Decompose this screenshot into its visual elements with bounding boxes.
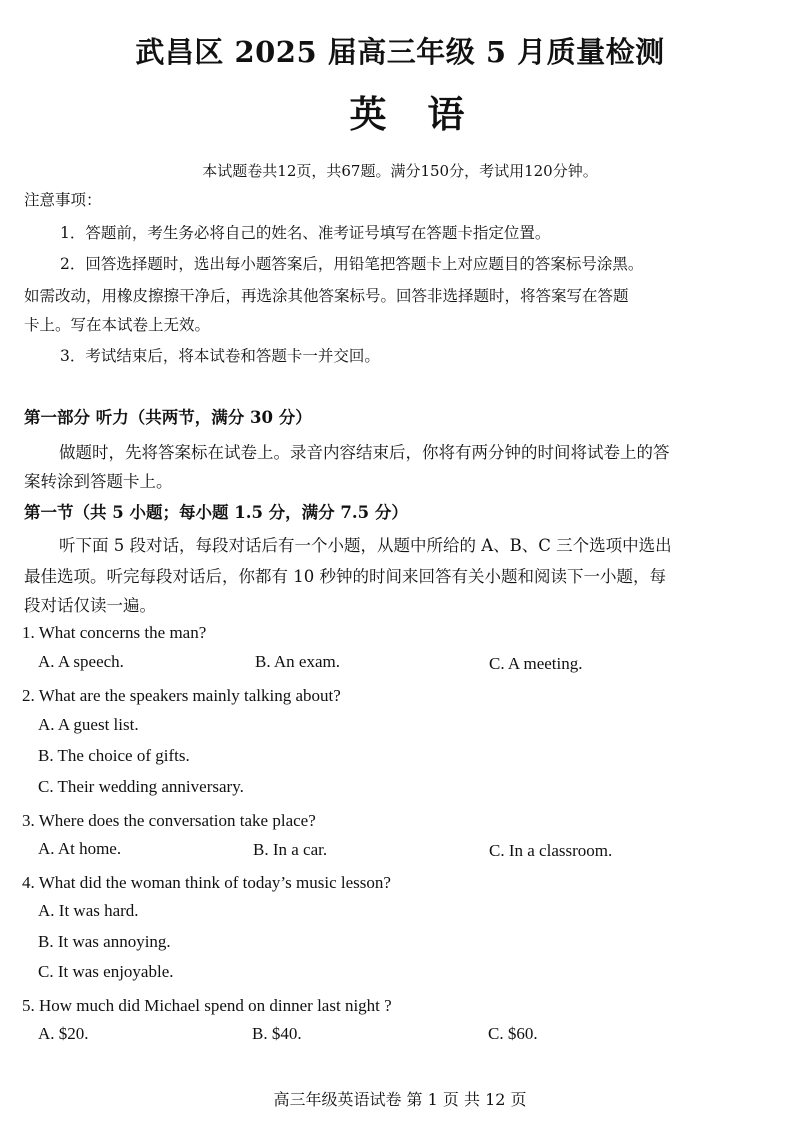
subject-title: 英 语 bbox=[349, 92, 479, 136]
question-4-stem: 4. What did the woman think of today’s music lesson? bbox=[22, 873, 391, 892]
question-1-stem: 1. What concerns the man? bbox=[22, 623, 207, 642]
question-2-stem: 2. What are the speakers mainly talking about? bbox=[22, 686, 341, 705]
question-4-option-c: C. It was enjoyable. bbox=[38, 962, 174, 981]
page-footer: 高三年级英语试卷 第 1 页 共 12 页 bbox=[273, 1090, 527, 1109]
question-1-option-a: A. A speech. bbox=[38, 652, 124, 671]
section1-instruction-line-2: 最佳选项。听完每段对话后，你都有 10 秒钟的时间来回答有关小题和阅读下一小题，每 bbox=[24, 567, 666, 586]
question-4-option-b: B. It was annoying. bbox=[38, 932, 171, 951]
section1-instruction-line-1: 听下面 5 段对话，每段对话后有一个小题，从题中所给的 A、B、C 三个选项中选出 bbox=[59, 536, 672, 555]
question-3-stem: 3. Where does the conversation take place? bbox=[22, 811, 316, 830]
question-3-option-b: B. In a car. bbox=[253, 840, 328, 859]
question-4-option-a: A. It was hard. bbox=[38, 901, 139, 920]
exam-title: 武昌区 2025 届高三年级 5 月质量检测 bbox=[135, 35, 665, 69]
part1-instruction-line-1: 做题时，先将答案标在试卷上。录音内容结束后，你将有两分钟的时间将试卷上的答 bbox=[59, 443, 670, 462]
part1-instruction-line-2: 案转涂到答题卡上。 bbox=[24, 472, 173, 491]
exam-info: 本试题卷共12页，共67题。满分150分，考试用120分钟。 bbox=[202, 162, 598, 180]
question-2-option-a: A. A guest list. bbox=[38, 715, 139, 734]
question-3-option-c: C. In a classroom. bbox=[489, 841, 613, 860]
section1-instruction-line-3: 段对话仅读一遍。 bbox=[24, 596, 156, 615]
note-item-2-line-1: 2．回答选择题时，选出每小题答案后，用铅笔把答题卡上对应题目的答案标号涂黑。 bbox=[60, 255, 644, 273]
question-5-stem: 5. How much did Michael spend on dinner last night ? bbox=[22, 996, 392, 1015]
notes-heading: 注意事项： bbox=[24, 191, 102, 209]
note-item-2-line-3: 卡上。写在本试卷上无效。 bbox=[24, 316, 211, 334]
question-2-option-b: B. The choice of gifts. bbox=[38, 746, 190, 765]
question-5-option-c: C. $60. bbox=[488, 1024, 538, 1043]
question-5-option-a: A. $20. bbox=[38, 1024, 89, 1043]
question-3-option-a: A. At home. bbox=[38, 839, 122, 858]
question-5-option-b: B. $40. bbox=[252, 1024, 302, 1043]
question-1-option-b: B. An exam. bbox=[255, 652, 340, 671]
part1-heading: 第一部分 听力（共两节，满分 30 分） bbox=[24, 408, 312, 427]
section1-heading: 第一节（共 5 小题；每小题 1.5 分，满分 7.5 分） bbox=[24, 503, 408, 522]
question-1-option-c: C. A meeting. bbox=[489, 654, 583, 673]
question-2-option-c: C. Their wedding anniversary. bbox=[38, 777, 244, 796]
note-item-2-line-2: 如需改动，用橡皮擦擦干净后，再选涂其他答案标号。回答非选择题时，将答案写在答题 bbox=[24, 287, 629, 305]
note-item-3: 3．考试结束后，将本试卷和答题卡一并交回。 bbox=[60, 347, 380, 365]
note-item-1: 1．答题前，考生务必将自己的姓名、准考证号填写在答题卡指定位置。 bbox=[60, 224, 551, 242]
